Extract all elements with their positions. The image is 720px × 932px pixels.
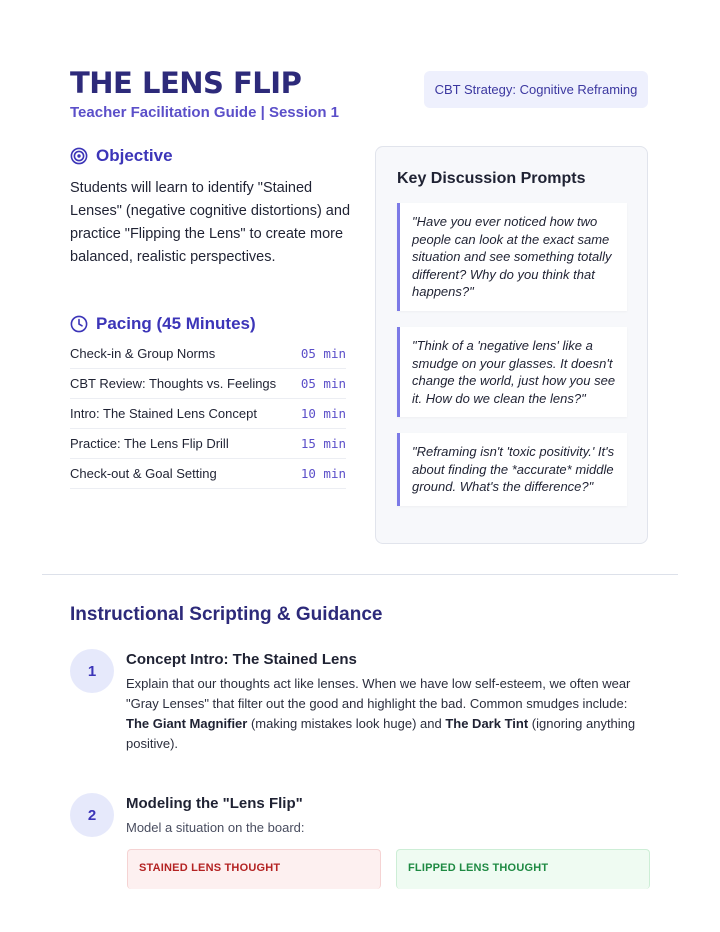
- pacing-row: [70, 429, 346, 459]
- pacing-activity: Intro: The Stained Lens Concept: [70, 406, 257, 421]
- discussion-prompts-panel: [375, 146, 648, 544]
- pacing-duration: 10 min: [300, 466, 346, 481]
- objective-heading-label: Objective: [96, 146, 173, 165]
- step-body: Model a situation on the board:: [126, 820, 305, 835]
- flipped-lens-card: [396, 849, 650, 889]
- step-body: [126, 674, 646, 754]
- page-title: THE LENS FLIP: [70, 66, 302, 100]
- objective-text: Students will learn to identify "Stained Lenses" (negative cognitive distortions) and practice "Flipping the Lens" to create more balanced, realistic perspectives.: [70, 180, 351, 265]
- pacing-row: [70, 369, 346, 399]
- section-divider: [42, 574, 678, 575]
- flipped-lens-label: FLIPPED LENS THOUGHT: [408, 862, 549, 874]
- pacing-heading: [70, 314, 256, 334]
- prompts-heading: Key Discussion Prompts: [397, 170, 586, 187]
- clock-icon: [70, 315, 88, 333]
- strategy-badge: CBT Strategy: Cognitive Reframing: [424, 71, 648, 108]
- pacing-activity: Check-out & Goal Setting: [70, 466, 217, 481]
- step-title: Modeling the "Lens Flip": [126, 795, 303, 812]
- step-number-badge: 2: [70, 793, 114, 837]
- discussion-prompt: "Have you ever noticed how two people can look at the exact same situation and see something totally different? Why do you think that happens?": [397, 203, 627, 311]
- smudge-term: The Dark Tint: [445, 716, 529, 731]
- pacing-duration: 10 min: [300, 406, 346, 421]
- pacing-row: [70, 399, 346, 429]
- step-body-text: Explain that our thoughts act like lenses. When we have low self-esteem, we often wear "Gray Lenses" that filter out the good and highlight the bad. Common smudges include:: [126, 676, 631, 711]
- pacing-duration: 05 min: [300, 346, 346, 361]
- pacing-list: [70, 339, 346, 489]
- pacing-heading-label: Pacing (45 Minutes): [96, 314, 256, 333]
- stained-lens-label: STAINED LENS THOUGHT: [139, 862, 281, 874]
- objective-heading: [70, 146, 173, 166]
- pacing-row: [70, 339, 346, 369]
- pacing-duration: 15 min: [300, 436, 346, 451]
- step-title: Concept Intro: The Stained Lens: [126, 651, 357, 668]
- smudge-term: The Giant Magnifier: [126, 716, 248, 731]
- step-body-text: (ignoring anything positive).: [126, 716, 636, 751]
- pacing-activity: CBT Review: Thoughts vs. Feelings: [70, 376, 277, 391]
- pacing-activity: Check-in & Group Norms: [70, 346, 216, 361]
- stained-lens-card: [127, 849, 381, 889]
- scripting-heading: Instructional Scripting & Guidance: [70, 604, 383, 625]
- page-subtitle: Teacher Facilitation Guide | Session 1: [70, 104, 339, 121]
- step-body-text: (making mistakes look huge) and: [247, 716, 446, 731]
- discussion-prompt: "Think of a 'negative lens' like a smudge on your glasses. It doesn't change the world, just how you see it. How do we clean the lens?": [397, 327, 627, 417]
- pacing-activity: Practice: The Lens Flip Drill: [70, 436, 229, 451]
- discussion-prompt: "Reframing isn't 'toxic positivity.' It's about finding the *accurate* middle ground. What's the difference?": [397, 433, 627, 506]
- target-icon: [70, 147, 88, 165]
- step-number-badge: 1: [70, 649, 114, 693]
- pacing-duration: 05 min: [300, 376, 346, 391]
- pacing-row: [70, 459, 346, 489]
